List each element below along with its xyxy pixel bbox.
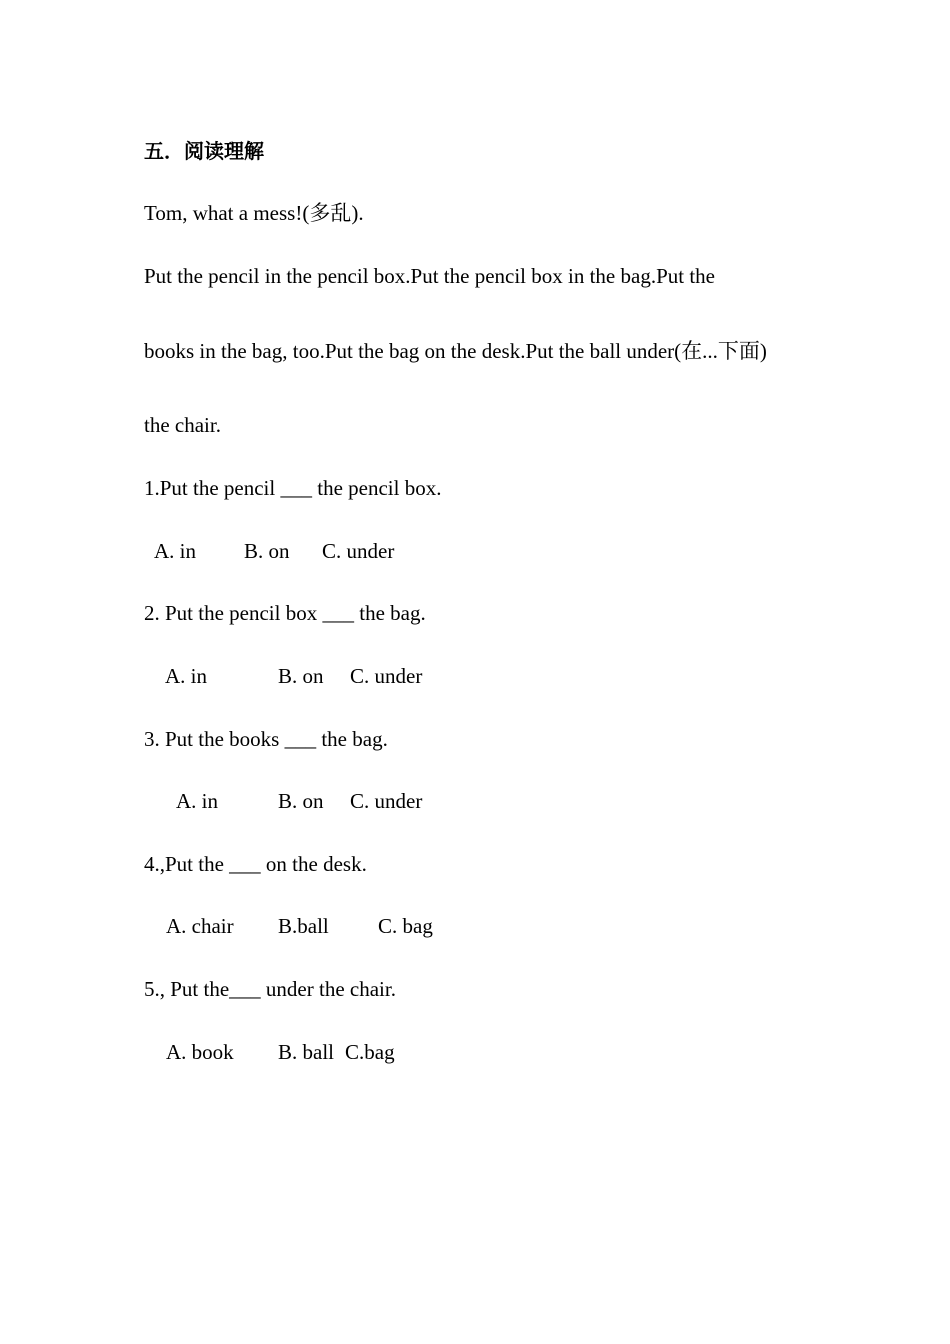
- passage-line-3: the chair.: [144, 413, 221, 437]
- question-1-prompt: 1.Put the pencil ___ the pencil box.: [144, 476, 442, 500]
- question-3-option-b: B. on: [278, 789, 324, 813]
- question-4-option-a: A. chair: [166, 914, 234, 938]
- question-1-option-c: C. under: [322, 539, 395, 563]
- question-5-option-b: B. ball: [278, 1040, 334, 1064]
- question-3-option-a: A. in: [176, 789, 218, 813]
- question-4-option-c: C. bag: [378, 914, 433, 938]
- question-4-prompt: 4.,Put the ___ on the desk.: [144, 852, 367, 876]
- question-1-option-a: A. in: [154, 539, 196, 563]
- section-title: 五．阅读理解: [144, 139, 264, 163]
- passage-title-line: Tom, what a mess!(多乱).: [144, 201, 364, 225]
- question-5-option-c: C.bag: [345, 1040, 395, 1064]
- question-2-option-a: A. in: [165, 664, 207, 688]
- question-1-option-b: B. on: [244, 539, 290, 563]
- passage-line-2: books in the bag, too.Put the bag on the desk.Put the ball under(在...下面): [144, 339, 767, 363]
- question-4-option-b: B.ball: [278, 914, 329, 938]
- question-5-option-a: A. book: [166, 1040, 234, 1064]
- question-3-prompt: 3. Put the books ___ the bag.: [144, 727, 388, 751]
- question-2-option-c: C. under: [350, 664, 423, 688]
- question-2-option-b: B. on: [278, 664, 324, 688]
- question-5-prompt: 5., Put the___ under the chair.: [144, 977, 396, 1001]
- passage-line-1: Put the pencil in the pencil box.Put the pencil box in the bag.Put the: [144, 264, 715, 288]
- question-2-prompt: 2. Put the pencil box ___ the bag.: [144, 601, 426, 625]
- question-3-option-c: C. under: [350, 789, 423, 813]
